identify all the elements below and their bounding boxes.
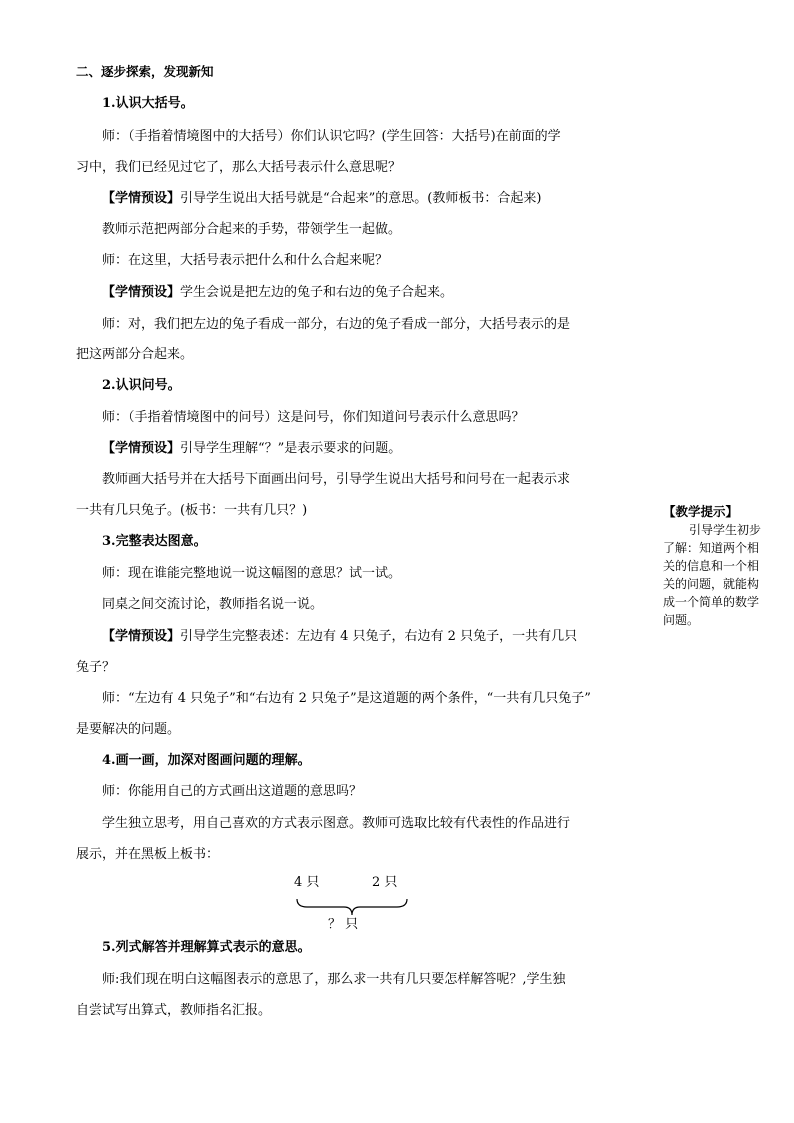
paragraph: 师：对，我们把左边的兔子看成一部分，右边的兔子看成一部分，大括号表示的是: [102, 317, 571, 332]
preset-tag: 【学情预设】: [102, 191, 181, 206]
sidebar-line: 了解：知道两个相: [663, 541, 760, 555]
paragraph-text: 引导学生说出大括号就是“合起来”的意思。(教师板书：合起来): [180, 191, 542, 206]
paragraph: 是要解决的问题。: [76, 722, 181, 737]
step-3-heading: 3.完整表达图意。: [102, 534, 207, 549]
section-title: 二、逐步探索，发现新知: [76, 64, 214, 79]
curly-brace: [292, 897, 412, 917]
step-2-heading: 2.认识问号。: [102, 378, 181, 393]
paragraph: [76, 189, 541, 209]
paragraph: 一共有几只兔子。(板书：一共有几只？): [76, 503, 308, 518]
paragraph-text: 学生会说是把左边的兔子和右边的兔子合起来。: [180, 285, 454, 300]
paragraph: 师：在这里，大括号表示把什么和什么合起来呢？: [102, 253, 389, 268]
diagram-left-label: 4 只: [294, 875, 320, 890]
paragraph: 师：现在谁能完整地说一说这幅图的意思？试一试。: [102, 566, 402, 581]
paragraph: [76, 283, 453, 303]
paragraph-text: 引导学生完整表述：左边有 4 只兔子，右边有 2 只兔子，一共有几只: [180, 629, 578, 644]
sidebar-title: 【教学提示】: [663, 504, 739, 519]
sidebar-line: 成一个简单的数学: [663, 595, 760, 609]
brace-diagram: [292, 873, 412, 935]
paragraph: [76, 627, 577, 647]
preset-tag: 【学情预设】: [102, 441, 181, 456]
step-4-heading: 4.画一画，加深对图画问题的理解。: [102, 753, 311, 768]
diagram-right-label: 2 只: [372, 875, 398, 890]
step-5-heading: 5.列式解答并理解算式表示的意思。: [102, 940, 311, 955]
paragraph: 师：“左边有 4 只兔子”和“右边有 2 只兔子”是这道题的两个条件，“一共有几只兔子”: [102, 691, 591, 706]
paragraph: 习中，我们已经见过它了，那么大括号表示什么意思呢？: [76, 160, 402, 175]
sidebar-line: 引导学生初步: [689, 523, 762, 537]
paragraph-text: 引导学生理解“？”是表示要求的问题。: [180, 441, 402, 456]
paragraph: 师:我们现在明白这幅图表示的意思了，那么求一共有几只要怎样解答呢？,学生独: [102, 972, 566, 987]
sidebar-line: 关的信息和一个相: [663, 559, 760, 573]
preset-tag: 【学情预设】: [102, 629, 181, 644]
paragraph: [76, 439, 401, 459]
preset-tag: 【学情预设】: [102, 285, 181, 300]
paragraph: 教师示范把两部分合起来的手势，带领学生一起做。: [102, 222, 402, 237]
sidebar-line: 关的问题，就能构: [663, 577, 760, 591]
paragraph: 师：（手指着情境图中的大括号）你们认识它吗？(学生回答：大括号)在前面的学: [102, 129, 561, 144]
teaching-tip-sidebar: [663, 503, 781, 629]
diagram-question-label: ？ 只: [328, 917, 359, 932]
paragraph: 把这两部分合起来。: [76, 347, 194, 362]
sidebar-line: 问题。: [663, 613, 700, 627]
paragraph: 兔子？: [76, 660, 116, 675]
step-1-heading: 1.认识大括号。: [102, 96, 194, 111]
paragraph: 教师画大括号并在大括号下面画出问号，引导学生说出大括号和问号在一起表示求: [102, 472, 571, 487]
paragraph: 展示，并在黑板上板书：: [76, 847, 220, 862]
paragraph: 师：（手指着情境图中的问号）这是问号，你们知道问号表示什么意思吗？: [102, 410, 525, 425]
paragraph: 同桌之间交流讨论，教师指名说一说。: [102, 597, 324, 612]
paragraph: 学生独立思考，用自己喜欢的方式表示图意。教师可选取比较有代表性的作品进行: [102, 816, 571, 831]
paragraph: 自尝试写出算式，教师指名汇报。: [76, 1003, 272, 1018]
paragraph: 师：你能用自己的方式画出这道题的意思吗？: [102, 784, 363, 799]
